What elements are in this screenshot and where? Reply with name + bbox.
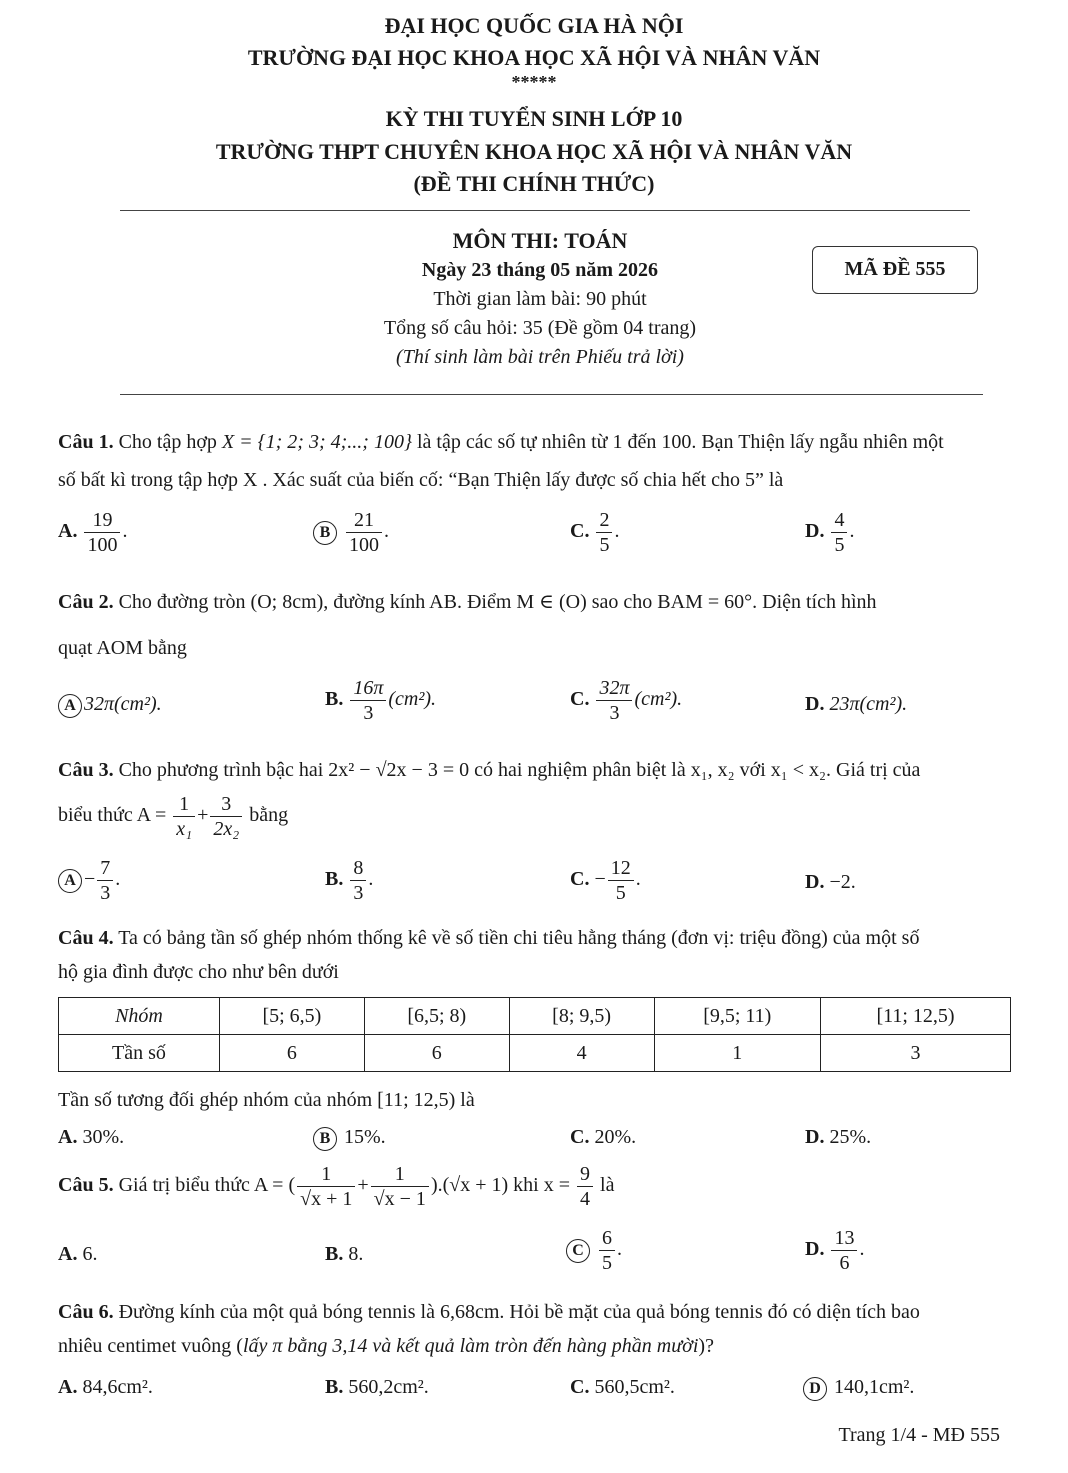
table-cell: [6,5; 8) bbox=[364, 998, 509, 1035]
option-label: D. bbox=[805, 871, 825, 893]
question-count: Tổng số câu hỏi: 35 (Đề gồm 04 trang) bbox=[383, 317, 697, 339]
candidate-note: (Thí sinh làm bài trên Phiếu trả lời) bbox=[396, 346, 684, 368]
fraction bbox=[596, 676, 632, 725]
option-label: B. bbox=[325, 1376, 344, 1398]
option-b[interactable] bbox=[325, 1373, 429, 1401]
table-cell: 1 bbox=[654, 1035, 821, 1072]
table-cell: 4 bbox=[509, 1035, 654, 1072]
option-text: 25%. bbox=[829, 1126, 872, 1148]
option-label: C. bbox=[570, 688, 590, 711]
fraction bbox=[210, 792, 242, 841]
question-label: Câu 3. bbox=[58, 759, 114, 781]
question-2 bbox=[58, 588, 1018, 616]
official-label: (ĐỀ THI CHÍNH THỨC) bbox=[413, 171, 655, 196]
university-name: ĐẠI HỌC QUỐC GIA HÀ NỘI bbox=[384, 13, 684, 38]
numerator: 6 bbox=[599, 1226, 615, 1251]
table-cell: 6 bbox=[220, 1035, 365, 1072]
bottom-rule bbox=[120, 394, 983, 395]
option-d[interactable] bbox=[805, 690, 907, 718]
denominator: √x + 1 bbox=[300, 1188, 353, 1210]
option-label: A. bbox=[58, 1376, 78, 1398]
option-label: C. bbox=[570, 1126, 590, 1148]
question-text: nhiêu centimet vuông ( bbox=[58, 1335, 243, 1357]
option-b[interactable]: B. $\frac{8}{3}$ . bbox=[325, 857, 374, 904]
fraction bbox=[831, 508, 847, 557]
question-5: Câu 5. Giá trị biểu thức A = ( $\frac{1}{√x + 1}$ + $\frac{1}{√x - 1}$ ).(√x + 1) khi x = $\frac{9}{4}$ là bbox=[58, 1163, 615, 1210]
table-cell: [5; 6,5) bbox=[220, 998, 365, 1035]
top-rule bbox=[120, 210, 970, 211]
option-text: 20%. bbox=[594, 1126, 637, 1148]
fraction bbox=[596, 508, 612, 557]
question-note: lấy π bằng 3,14 và kết quả làm tròn đến hàng phần mười bbox=[242, 1335, 699, 1357]
exam-time: Thời gian làm bài: 90 phút bbox=[433, 288, 647, 310]
numerator: 3 bbox=[210, 792, 242, 817]
question-text: )? bbox=[698, 1335, 714, 1357]
question-label: Câu 4. bbox=[58, 927, 114, 949]
option-text: 6. bbox=[82, 1243, 98, 1265]
fraction bbox=[346, 508, 382, 557]
option-label: D. bbox=[805, 693, 825, 715]
table-header-row bbox=[59, 998, 1011, 1035]
numerator: 4 bbox=[831, 508, 847, 533]
option-d[interactable] bbox=[805, 1123, 871, 1151]
option-text: 84,6cm². bbox=[82, 1376, 153, 1398]
question-3 bbox=[58, 756, 1018, 784]
option-label: D. bbox=[805, 1238, 825, 1261]
question-1-line-2: số bất kì trong tập hợp X . Xác suất của biến cố: “Bạn Thiện lấy được số chia hết cho 5” là bbox=[58, 469, 784, 491]
question-label: Câu 6. bbox=[58, 1301, 114, 1323]
selected-answer-circle: D bbox=[803, 1377, 827, 1401]
question-text: bằng bbox=[249, 804, 289, 827]
question-2-line-2: quạt AOM bằng bbox=[58, 637, 187, 659]
question-text: Ta có bảng tần số ghép nhóm thống kê về số tiền chi tiêu hằng tháng (đơn vị: triệu đồng) của một số bbox=[118, 927, 920, 949]
question-label: Câu 5. bbox=[58, 1174, 114, 1197]
denominator: x₁ bbox=[176, 818, 193, 840]
option-a[interactable]: A. $\frac{19}{100}$ . bbox=[58, 509, 128, 556]
question-text: Cho phương trình bậc hai 2x² − √2x − 3 = 0 có hai nghiệm phân biệt là x₁, x₂ với x₁ < x₂. Giá trị của bbox=[118, 759, 921, 781]
option-d[interactable]: D. $\frac{4}{5}$ . bbox=[805, 509, 855, 556]
denominator: 3 bbox=[363, 702, 374, 724]
numerator: 19 bbox=[84, 508, 120, 533]
question-label: Câu 2. bbox=[58, 591, 114, 613]
option-b[interactable] bbox=[313, 1123, 386, 1151]
option-b[interactable] bbox=[325, 1240, 363, 1268]
option-a[interactable] bbox=[58, 1123, 124, 1151]
denominator: 2x₂ bbox=[213, 818, 240, 840]
numerator: 16π bbox=[350, 676, 386, 701]
question-text: biểu thức A = bbox=[58, 804, 167, 827]
numerator: 12 bbox=[608, 856, 634, 881]
option-c[interactable]: C. − $\frac{12}{5}$ . bbox=[570, 857, 641, 904]
selected-answer-circle: C bbox=[566, 1239, 590, 1263]
denominator: 6 bbox=[839, 1252, 850, 1274]
table-cell: [11; 12,5) bbox=[821, 998, 1011, 1035]
option-label: A. bbox=[58, 1126, 78, 1148]
sign: − bbox=[594, 868, 606, 891]
option-b[interactable] bbox=[325, 676, 436, 725]
fraction bbox=[350, 856, 366, 905]
question-label: Câu 1. bbox=[58, 431, 114, 453]
denominator: 3 bbox=[100, 882, 111, 904]
denominator: 3 bbox=[609, 702, 620, 724]
fraction bbox=[84, 508, 120, 557]
fraction bbox=[831, 1226, 857, 1275]
table-cell: 3 bbox=[821, 1035, 1011, 1072]
denominator: √x − 1 bbox=[373, 1188, 426, 1210]
denominator: 5 bbox=[599, 534, 610, 556]
fraction bbox=[350, 676, 386, 725]
option-text: (cm²). bbox=[388, 688, 437, 711]
question-text: Giá trị biểu thức A = ( bbox=[118, 1174, 296, 1197]
question-text: Cho đường tròn (O; 8cm), đường kính AB. Điểm M ∈ (O) sao cho BAM = 60°. Diện tích hình bbox=[118, 591, 877, 613]
option-a[interactable]: A − $\frac{7}{3}$ . bbox=[58, 856, 120, 905]
option-text: 15%. bbox=[344, 1126, 386, 1148]
selected-answer-circle: B bbox=[313, 521, 337, 545]
option-a[interactable] bbox=[58, 690, 162, 718]
page-footer: Trang 1/4 - MĐ 555 bbox=[838, 1424, 1000, 1446]
question-6 bbox=[58, 1298, 1018, 1326]
numerator: 9 bbox=[577, 1162, 593, 1187]
option-c[interactable]: C. $\frac{2}{5}$ . bbox=[570, 509, 620, 556]
fraction bbox=[608, 856, 634, 905]
option-label: C. bbox=[570, 868, 590, 891]
table-cell: 6 bbox=[364, 1035, 509, 1072]
table-cell: Nhóm bbox=[59, 998, 220, 1035]
numerator: 2 bbox=[596, 508, 612, 533]
option-label: D. bbox=[805, 520, 825, 543]
stars-divider: ***** bbox=[511, 72, 557, 92]
question-text: Cho tập hợp bbox=[118, 431, 217, 453]
question-4-line-2: hộ gia đình được cho như bên dưới bbox=[58, 961, 339, 983]
denominator: 5 bbox=[834, 534, 845, 556]
denominator: 5 bbox=[615, 882, 626, 904]
selected-answer-circle: B bbox=[313, 1127, 337, 1151]
table-cell: [8; 9,5) bbox=[509, 998, 654, 1035]
option-text: 560,5cm². bbox=[594, 1376, 675, 1398]
question-text: ).(√x + 1) khi x = bbox=[430, 1174, 571, 1197]
option-text: 8. bbox=[348, 1243, 364, 1265]
numerator: 1 bbox=[297, 1162, 355, 1187]
numerator: 21 bbox=[346, 508, 382, 533]
option-text: 30%. bbox=[82, 1126, 125, 1148]
denominator: 100 bbox=[87, 534, 118, 556]
table-cell: [9,5; 11) bbox=[654, 998, 821, 1035]
option-label: A. bbox=[58, 1243, 78, 1265]
question-text: Đường kính của một quả bóng tennis là 6,68cm. Hỏi bề mặt của quả bóng tennis đó có diện tích bao bbox=[118, 1301, 920, 1323]
option-label: A. bbox=[58, 520, 78, 543]
denominator: 4 bbox=[580, 1188, 591, 1210]
option-label: C. bbox=[570, 1376, 590, 1398]
set-expression: X = {1; 2; 3; 4;...; 100} bbox=[221, 431, 412, 453]
option-text: 23π(cm²). bbox=[829, 693, 908, 715]
numerator: 32π bbox=[596, 676, 632, 701]
selected-answer-circle: A bbox=[58, 869, 82, 893]
option-d[interactable] bbox=[805, 868, 856, 896]
numerator: 7 bbox=[97, 856, 113, 881]
option-label: C. bbox=[570, 520, 590, 543]
option-text: 32π(cm²). bbox=[84, 693, 162, 715]
table-row bbox=[59, 1035, 1011, 1072]
question-4-prompt: Tần số tương đối ghép nhóm của nhóm [11; 12,5) là bbox=[58, 1089, 475, 1111]
option-label: B. bbox=[325, 1243, 344, 1265]
denominator: 100 bbox=[349, 534, 379, 556]
option-a[interactable] bbox=[58, 1373, 153, 1401]
question-4 bbox=[58, 924, 1018, 952]
subject: MÔN THI: TOÁN bbox=[452, 228, 628, 253]
question-6-line-2 bbox=[58, 1332, 1018, 1360]
selected-answer-circle: A bbox=[58, 694, 82, 718]
option-c[interactable]: C $\frac{6}{5}$ . bbox=[566, 1226, 622, 1275]
numerator: 1 bbox=[173, 792, 195, 817]
fraction bbox=[599, 1226, 615, 1275]
option-text: −2. bbox=[829, 871, 856, 893]
option-c[interactable] bbox=[570, 1123, 636, 1151]
fraction bbox=[173, 792, 195, 841]
numerator: 1 bbox=[371, 1162, 429, 1187]
option-text: 560,2cm². bbox=[348, 1376, 429, 1398]
exam-title: KỲ THI TUYỂN SINH LỚP 10 bbox=[385, 106, 683, 131]
high-school-name: TRƯỜNG THPT CHUYÊN KHOA HỌC XÃ HỘI VÀ NHÂN VĂN bbox=[215, 139, 853, 164]
exam-date: Ngày 23 tháng 05 năm 2026 bbox=[421, 259, 659, 281]
question-text: là tập các số tự nhiên từ 1 đến 100. Bạn Thiện lấy ngẫu nhiên một bbox=[416, 431, 944, 453]
option-text: (cm²). bbox=[634, 688, 683, 711]
table-cell: Tần số bbox=[59, 1035, 220, 1072]
numerator: 8 bbox=[350, 856, 366, 881]
option-b[interactable]: B $\frac{21}{100}$ . bbox=[313, 508, 389, 557]
option-d[interactable]: D. $\frac{13}{6}$ . bbox=[805, 1227, 865, 1274]
option-label: B. bbox=[325, 688, 344, 711]
question-3-line-2: biểu thức A = $\frac{1}{\text{x₁}}$ + $\frac{3}{\text{2x₂}}$ bằng bbox=[58, 793, 289, 840]
denominator: 5 bbox=[602, 1252, 612, 1274]
option-label: D. bbox=[805, 1126, 825, 1148]
question-text: là bbox=[600, 1174, 615, 1197]
fraction bbox=[371, 1162, 429, 1211]
fraction bbox=[97, 856, 113, 905]
option-c[interactable] bbox=[570, 1373, 675, 1401]
option-label: B. bbox=[325, 868, 344, 891]
fraction bbox=[577, 1162, 593, 1211]
frequency-table bbox=[58, 997, 1011, 1072]
option-text: 140,1cm². bbox=[834, 1376, 915, 1398]
fraction bbox=[297, 1162, 355, 1211]
option-d[interactable] bbox=[803, 1373, 914, 1401]
numerator: 13 bbox=[831, 1226, 857, 1251]
school-name: TRƯỜNG ĐẠI HỌC KHOA HỌC XÃ HỘI VÀ NHÂN VĂN bbox=[247, 45, 821, 70]
denominator: 3 bbox=[353, 882, 364, 904]
option-c[interactable] bbox=[570, 676, 682, 725]
sign: − bbox=[84, 868, 96, 891]
option-a[interactable] bbox=[58, 1240, 97, 1268]
exam-code-box: MÃ ĐỀ 555 bbox=[812, 246, 978, 294]
question-1 bbox=[58, 428, 1018, 456]
